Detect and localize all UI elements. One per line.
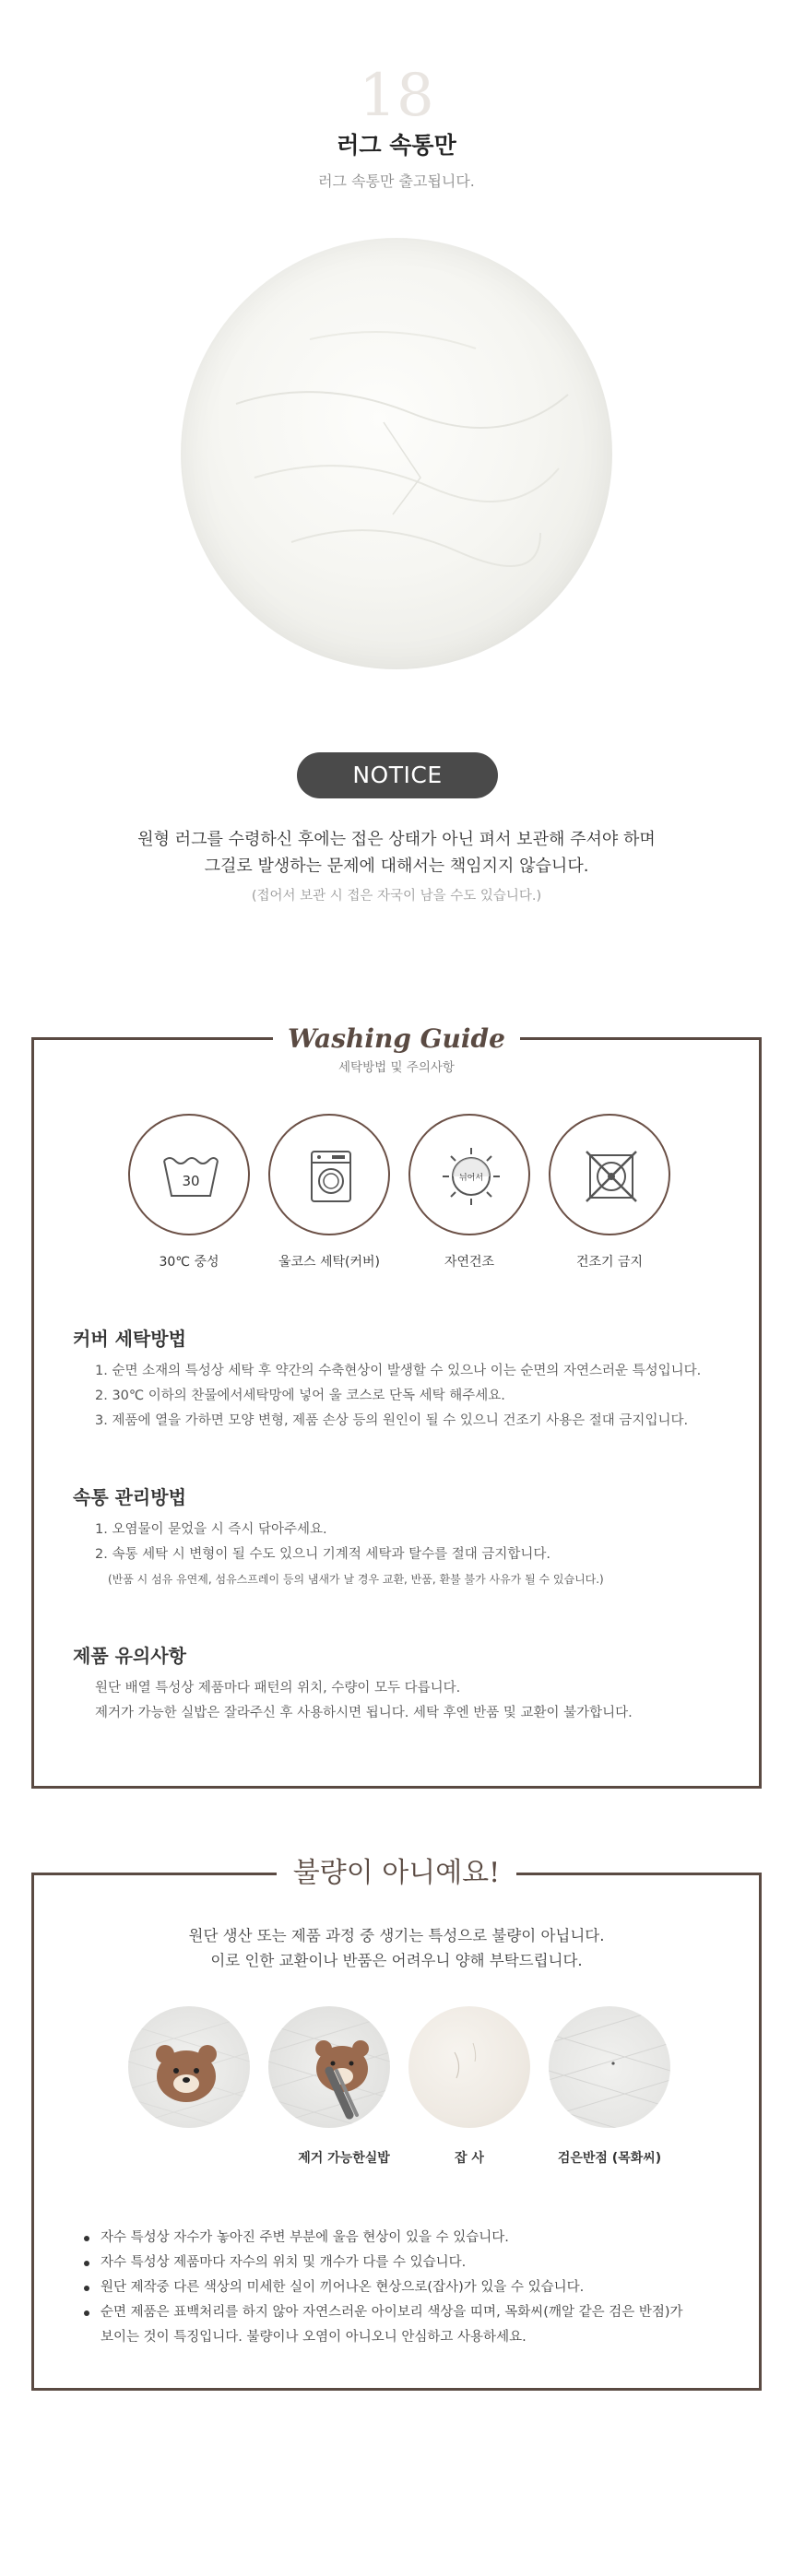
- washing-guide-box: [31, 1023, 762, 1789]
- washing-machine-icon: [268, 1114, 390, 1235]
- care-item-wash: [128, 1114, 250, 1270]
- svg-text:30: 30: [182, 1173, 200, 1189]
- inner-care-heading: 속통 관리방법: [73, 1486, 186, 1508]
- list-item: 1. 오염물이 묻었을 시 즉시 닦아주세요.: [95, 1522, 327, 1537]
- photo-label-thread: 제거 가능한실밥: [298, 2151, 390, 2166]
- notice-line-1: 원형 러그를 수령하신 후에는 접은 상태가 아닌 펴서 보관해 주셔야 하며: [137, 830, 656, 849]
- list-item: 원단 제작중 다른 색상의 미세한 실이 끼어나온 현상으로(잡사)가 있을 수 있습니다.: [84, 2275, 729, 2300]
- photo-label-speck: 검은반점 (목화씨): [557, 2151, 662, 2166]
- care-label-machine: 울코스 세탁(커버): [278, 1255, 381, 1270]
- intro-line-2: 이로 인한 교환이나 반품은 어려우니 양해 부탁드립니다.: [210, 1952, 583, 1969]
- cotton-speck-photo: [549, 2006, 670, 2128]
- hero-section: [0, 0, 793, 738]
- list-item: 원단 배열 특성상 제품마다 패턴의 위치, 수량이 모두 다릅니다.: [95, 1681, 461, 1696]
- page-subtitle: 러그 속통만 출고됩니다.: [318, 172, 475, 190]
- svg-text:뉘어서: 뉘어서: [458, 1174, 484, 1183]
- not-defective-box: [31, 1857, 762, 2391]
- notice-badge: NOTICE: [297, 752, 498, 798]
- washing-guide-header: [34, 1023, 759, 1075]
- defect-photos: [34, 2006, 759, 2172]
- care-item-machine: [268, 1114, 390, 1270]
- list-item: 2. 속통 세탁 시 변형이 될 수도 있으니 기계적 세탁과 탈수를 절대 금지합니다.: [95, 1547, 550, 1562]
- not-defective-intro: [34, 1923, 759, 1973]
- care-label-dry: 자연건조: [444, 1255, 495, 1270]
- caution-list: [95, 1676, 633, 1726]
- thread-photo: [128, 2006, 250, 2128]
- not-defective-title: 불량이 아니예요!: [277, 1855, 516, 1892]
- list-item: 1. 순면 소재의 특성상 세탁 후 약간의 수축현상이 발생할 수 있으나 이는 순면의 자연스러운 특성입니다.: [95, 1364, 702, 1378]
- washing-guide-subtitle: 세탁방법 및 주의사항: [338, 1060, 455, 1075]
- list-item: 제거가 가능한 실밥은 잘라주신 후 사용하시면 됩니다. 세탁 후엔 반품 및 교환이 불가합니다.: [95, 1706, 633, 1720]
- section-number: 18: [359, 62, 434, 130]
- defect-bullets: [84, 2226, 729, 2350]
- care-item-dry: [408, 1114, 530, 1270]
- care-label-no-dryer: 건조기 금지: [575, 1255, 644, 1270]
- care-item-no-dryer: [549, 1114, 670, 1270]
- inner-care-note: (반품 시 섬유 유연제, 섬유스프레이 등의 냄새가 날 경우 교환, 반품, 환불 불가 사유가 될 수 있습니다.): [108, 1573, 604, 1586]
- photo-label-slub: 잡 사: [455, 2151, 484, 2166]
- list-item: 2. 30℃ 이하의 찬물에서세탁망에 넣어 울 코스로 단독 세탁 해주세요.: [95, 1388, 505, 1403]
- wash-30-icon: [128, 1114, 250, 1235]
- page-title: 러그 속통만: [337, 132, 456, 159]
- caution-heading: 제품 유의사항: [73, 1645, 186, 1667]
- notice-note: (접어서 보관 시 접은 자국이 남을 수도 있습니다.): [251, 889, 542, 904]
- list-item: 3. 제품에 열을 가하면 모양 변형, 제품 손상 등의 원인이 될 수 있으니 건조기 사용은 절대 금지입니다.: [95, 1413, 689, 1428]
- no-tumble-dry-icon: [549, 1114, 670, 1235]
- intro-line-1: 원단 생산 또는 제품 과정 중 생기는 특성으로 불량이 아닙니다.: [188, 1927, 605, 1944]
- dry-shade-icon: [408, 1114, 530, 1235]
- list-item: 자수 특성상 제품마다 자수의 위치 및 개수가 다를 수 있습니다.: [84, 2251, 729, 2275]
- list-item: 순면 제품은 표백처리를 하지 않아 자연스러운 아이보리 색상을 띠며, 목화씨(깨알 같은 검은 반점)가: [84, 2300, 729, 2325]
- care-label-wash: 30℃ 중성: [159, 1255, 219, 1270]
- list-item: 자수 특성상 자수가 놓아진 주변 부분에 울음 현상이 있을 수 있습니다.: [84, 2226, 729, 2251]
- washing-guide-title: Washing Guide: [273, 1023, 520, 1055]
- list-item-continued: 보이는 것이 특징입니다. 불량이나 오염이 아니오니 안심하고 사용하세요.: [101, 2330, 527, 2345]
- cover-wash-heading: 커버 세탁방법: [73, 1328, 186, 1350]
- cover-wash-list: [95, 1359, 701, 1434]
- not-defective-header: [34, 1855, 759, 1892]
- thread-cut-photo: [268, 2006, 390, 2128]
- notice-line-2: 그걸로 발생하는 문제에 대해서는 책임지지 않습니다.: [204, 857, 589, 876]
- care-icons: [34, 1114, 759, 1270]
- inner-care-list: [95, 1518, 604, 1592]
- notice-text: [0, 826, 793, 880]
- slub-photo: [408, 2006, 530, 2128]
- rug-insert-photo: [181, 238, 612, 669]
